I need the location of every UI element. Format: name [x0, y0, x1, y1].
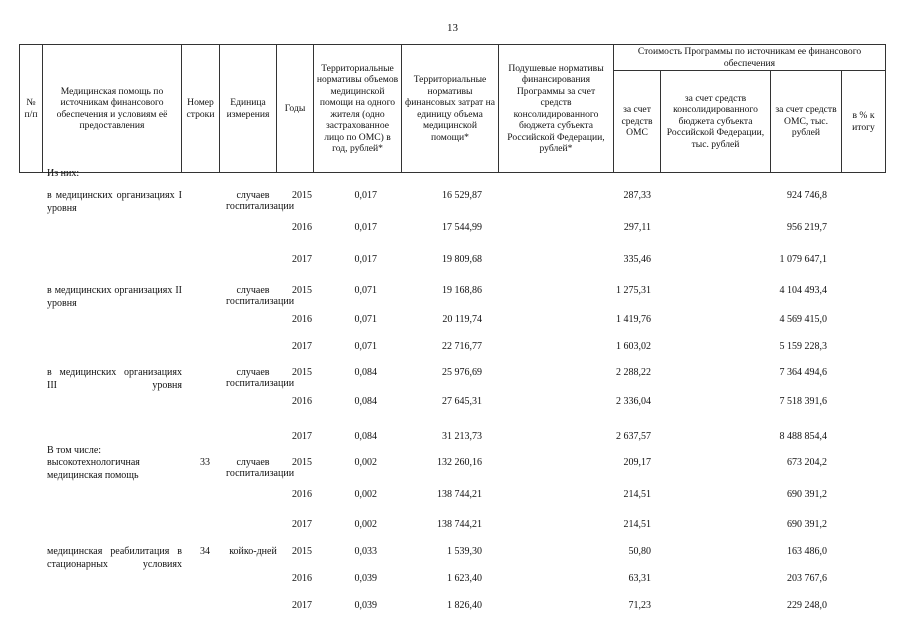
oms-cell: 63,31	[628, 573, 651, 584]
oms-total-cell: 4 104 493,4	[779, 285, 827, 296]
header-volume-norm: Территориальные нормативы объемов медицинской помощи на одного жителя (одно застрахованное лицо по ОМС) в год, рублей*	[314, 45, 402, 173]
cost-cell: 20 119,74	[442, 314, 482, 325]
oms-total-cell: 924 746,8	[787, 190, 827, 201]
volume-cell: 0,002	[354, 519, 377, 530]
unit-label: случаев госпитализации	[226, 457, 295, 480]
volume-cell: 0,071	[354, 314, 377, 325]
row-number: 33	[200, 457, 210, 468]
cost-cell: 1 623,40	[447, 573, 482, 584]
year-cell: 2017	[292, 519, 312, 530]
volume-cell: 0,002	[354, 457, 377, 468]
year-cell: 2017	[292, 600, 312, 611]
oms-cell: 287,33	[623, 190, 651, 201]
year-cell: 2015	[292, 367, 312, 378]
volume-cell: 0,017	[354, 222, 377, 233]
oms-cell: 2 288,22	[616, 367, 651, 378]
year-cell: 2016	[292, 573, 312, 584]
header-percent: в % к итогу	[842, 71, 886, 173]
page-number: 13	[447, 22, 458, 34]
row-label: в медицинских организациях II уровня	[47, 285, 182, 309]
year-cell: 2016	[292, 396, 312, 407]
cost-cell: 19 168,86	[442, 285, 482, 296]
oms-cell: 2 637,57	[616, 431, 651, 442]
row-label: в медицинских организациях I уровня	[47, 190, 182, 214]
unit-label: койко-дней	[229, 546, 277, 557]
oms-cell: 297,11	[623, 222, 651, 233]
header-budget: за счет средств консолидированного бюджета субъекта Российской Федерации, тыс. рублей	[661, 71, 771, 173]
volume-cell: 0,071	[354, 285, 377, 296]
year-cell: 2015	[292, 190, 312, 201]
header-years: Годы	[277, 45, 314, 173]
cost-cell: 19 809,68	[442, 254, 482, 265]
volume-cell: 0,039	[354, 600, 377, 611]
row-number: 34	[200, 546, 210, 557]
oms-cell: 209,17	[623, 457, 651, 468]
oms-cell: 214,51	[623, 519, 651, 530]
oms-total-cell: 673 204,2	[787, 457, 827, 468]
row-label: в медицинских организациях III уровня	[47, 367, 182, 391]
row-label: медицинская реабилитация в стационарных условиях	[47, 546, 182, 570]
unit-label: случаев госпитализации	[226, 367, 295, 390]
oms-total-cell: 7 518 391,6	[779, 396, 827, 407]
year-cell: 2015	[292, 285, 312, 296]
header-unit: Единица измерения	[220, 45, 277, 173]
oms-total-cell: 8 488 854,4	[779, 431, 827, 442]
oms-total-cell: 956 219,7	[787, 222, 827, 233]
cost-cell: 132 260,16	[437, 457, 482, 468]
oms-cell: 1 603,02	[616, 341, 651, 352]
header-care: Медицинская помощь по источникам финансового обеспечения и условиям её предоставления	[43, 45, 182, 173]
header-cost-group: Стоимость Программы по источникам ее финансового обеспечения	[614, 45, 886, 71]
oms-cell: 2 336,04	[616, 396, 651, 407]
oms-total-cell: 163 486,0	[787, 546, 827, 557]
oms-total-cell: 690 391,2	[787, 519, 827, 530]
oms-cell: 50,80	[628, 546, 651, 557]
year-cell: 2017	[292, 341, 312, 352]
oms-total-cell: 203 767,6	[787, 573, 827, 584]
oms-cell: 335,46	[623, 254, 651, 265]
cost-cell: 138 744,21	[437, 489, 482, 500]
unit-label: случаев госпитализации	[226, 285, 295, 308]
oms-cell: 1 275,31	[616, 285, 651, 296]
header-row-number: Номер строки	[182, 45, 220, 173]
volume-cell: 0,002	[354, 489, 377, 500]
oms-total-cell: 5 159 228,3	[779, 341, 827, 352]
cost-cell: 25 976,69	[442, 367, 482, 378]
volume-cell: 0,084	[354, 367, 377, 378]
oms-total-cell: 229 248,0	[787, 600, 827, 611]
cost-cell: 27 645,31	[442, 396, 482, 407]
year-cell: 2016	[292, 222, 312, 233]
volume-cell: 0,071	[354, 341, 377, 352]
year-cell: 2016	[292, 489, 312, 500]
header-cost-norm: Территориальные нормативы финансовых затрат на единицу объема медицинской помощи*	[402, 45, 499, 173]
oms-total-cell: 1 079 647,1	[779, 254, 827, 265]
oms-cell: 71,23	[628, 600, 651, 611]
year-cell: 2016	[292, 314, 312, 325]
year-cell: 2015	[292, 457, 312, 468]
header-oms-thousand: за счет средств ОМС, тыс. рублей	[771, 71, 842, 173]
year-cell: 2017	[292, 254, 312, 265]
header-per-capita-norm: Подушевые нормативы финансирования Программы за счет средств консолидированного бюджета субъекта Российской Федерации, рублей*	[499, 45, 614, 173]
cost-cell: 138 744,21	[437, 519, 482, 530]
volume-cell: 0,017	[354, 190, 377, 201]
cost-cell: 22 716,77	[442, 341, 482, 352]
volume-cell: 0,084	[354, 396, 377, 407]
cost-cell: 17 544,99	[442, 222, 482, 233]
volume-cell: 0,033	[354, 546, 377, 557]
year-cell: 2017	[292, 431, 312, 442]
intro-label: Из них:	[47, 168, 80, 179]
cost-cell: 1 826,40	[447, 600, 482, 611]
cost-cell: 31 213,73	[442, 431, 482, 442]
cost-cell: 1 539,30	[447, 546, 482, 557]
cost-cell: 16 529,87	[442, 190, 482, 201]
subtotal-intro-label: В том числе:	[47, 445, 102, 456]
oms-total-cell: 690 391,2	[787, 489, 827, 500]
oms-cell: 214,51	[623, 489, 651, 500]
table-header	[19, 44, 886, 173]
oms-cell: 1 419,76	[616, 314, 651, 325]
volume-cell: 0,084	[354, 431, 377, 442]
header-num: № п/п	[20, 45, 43, 173]
header-oms: за счет средств ОМС	[614, 71, 661, 173]
oms-total-cell: 4 569 415,0	[779, 314, 827, 325]
year-cell: 2015	[292, 546, 312, 557]
row-label: высокотехнологичная медицинская помощь	[47, 457, 140, 481]
unit-label: случаев госпитализации	[226, 190, 295, 213]
oms-total-cell: 7 364 494,6	[779, 367, 827, 378]
volume-cell: 0,017	[354, 254, 377, 265]
volume-cell: 0,039	[354, 573, 377, 584]
